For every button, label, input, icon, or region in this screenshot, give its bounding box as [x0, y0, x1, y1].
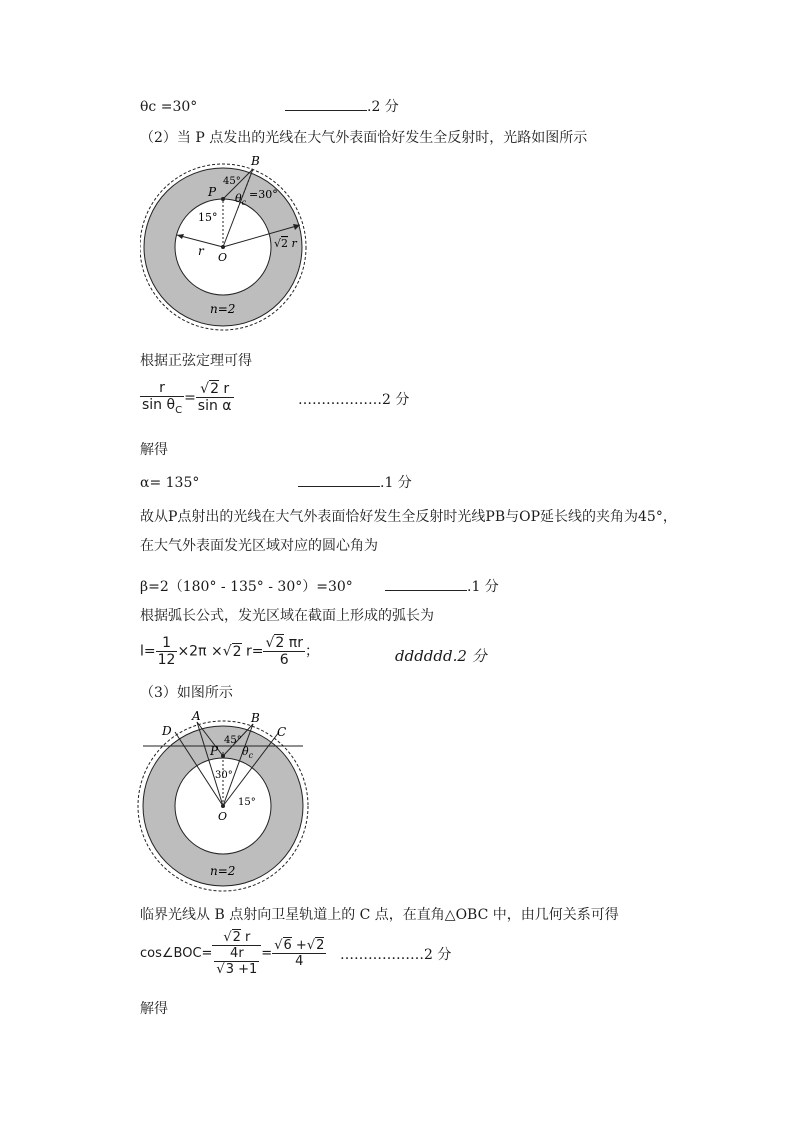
- lhs: cos∠BOC=: [140, 946, 213, 961]
- result-fraction: [272, 938, 326, 969]
- label-theta: $\theta_c$: [235, 192, 247, 207]
- blank-line: [298, 474, 380, 487]
- label-b: B: [251, 711, 260, 725]
- blank-line: [385, 578, 467, 591]
- label-o: O: [218, 810, 228, 823]
- tail-text: r=: [241, 643, 264, 660]
- point-o: [221, 245, 225, 249]
- theta-c-value: θc =30°: [140, 99, 198, 115]
- solve-text-1: 解得: [140, 442, 168, 458]
- numerator: √2 r: [223, 930, 251, 945]
- radicand: 2: [232, 643, 242, 660]
- label-c: C: [277, 725, 287, 739]
- score-5: dddddd.2 分: [395, 647, 487, 665]
- label-b: B: [251, 155, 260, 168]
- central-angle-text: 在大气外表面发光区域对应的圆心角为: [140, 538, 378, 554]
- blank-line: [285, 98, 367, 111]
- part3-heading: （3）如图所示: [140, 685, 233, 701]
- label-d: D: [162, 724, 172, 738]
- score-text: .1 分: [467, 579, 499, 595]
- label-o: O: [218, 251, 228, 264]
- score-text: .1 分: [380, 475, 412, 491]
- solve-text-2: 解得: [140, 1001, 168, 1017]
- cos-boc-formula: [140, 930, 326, 977]
- fraction-result: [263, 635, 304, 668]
- denominator: 12: [157, 652, 176, 668]
- part2-heading: （2）当 P 点发出的光线在大气外表面恰好发生全反射时，光路如图所示: [140, 130, 588, 146]
- score-2: ………………2 分: [298, 392, 410, 408]
- score-6: ………………2 分: [340, 947, 452, 963]
- theta-c-line: [140, 98, 197, 116]
- label-sqrt2r: √2 r: [274, 237, 297, 250]
- point-o: [221, 804, 225, 808]
- label-a: A: [192, 709, 201, 723]
- score-1: [285, 98, 399, 116]
- fraction-rhs: [196, 381, 234, 414]
- lhs: l=: [140, 643, 156, 660]
- point-p: [221, 197, 225, 201]
- label-45: 45°: [223, 176, 241, 187]
- numerator: √6 +√2: [274, 938, 325, 953]
- denominator: 4: [272, 953, 326, 969]
- multiply-text: ×2π ×: [177, 643, 223, 660]
- label-p: P: [208, 185, 217, 199]
- label-15: 15°: [238, 797, 256, 808]
- label-30: 30°: [215, 770, 233, 781]
- score-4: [385, 578, 499, 596]
- denominator: 6: [263, 651, 304, 668]
- label-n: n=2: [210, 864, 236, 878]
- numerator: r: [159, 380, 165, 396]
- fraction-lhs: [140, 380, 184, 416]
- beta-value: β=2（180° - 135° - 30°）=30°: [140, 579, 353, 595]
- sine-rule-text: 根据正弦定理可得: [140, 353, 252, 369]
- numerator: √2 πr: [265, 635, 303, 651]
- inner-fraction: [214, 946, 259, 977]
- denominator: $\sin \theta_C$: [142, 397, 183, 416]
- denominator: sin α: [197, 398, 232, 415]
- complex-fraction: [212, 930, 261, 977]
- denominator: √3 +1: [216, 962, 258, 977]
- arc-formula-text: 根据弧长公式，发光区域在截面上形成的弧长为: [140, 608, 434, 624]
- denominator: [212, 945, 261, 977]
- label-r: r: [198, 244, 204, 258]
- sine-rule-formula: [140, 380, 234, 416]
- label-p: P: [210, 744, 219, 758]
- fraction-1-12: [156, 635, 178, 668]
- beta-line: [140, 578, 353, 596]
- numerator: √2 r: [200, 381, 230, 398]
- figure-1: [140, 155, 310, 335]
- semicolon: ；: [304, 643, 319, 660]
- conclusion-text: 故从P点射出的光线在大气外表面恰好发生全反射时光线PB与OP延长线的夹角为45°，: [140, 509, 677, 525]
- arc-length-formula: l= $\frac{1}{12}$ ×2π ×√2 r= $\frac{√2 \pi r}{6}$ ；: [140, 635, 319, 668]
- numerator: 4r: [230, 946, 244, 961]
- label-n: n=2: [210, 302, 236, 316]
- label-theta: $\theta_c$: [242, 745, 254, 760]
- score-3: [298, 474, 412, 492]
- numerator: 1: [162, 635, 171, 651]
- label-45: 45°: [224, 735, 242, 746]
- label-30: =30°: [249, 188, 278, 201]
- alpha-value: α= 135°: [140, 475, 200, 491]
- critical-ray-text: 临界光线从 B 点射向卫星轨道上的 C 点，在直角△OBC 中，由几何关系可得: [140, 907, 619, 923]
- alpha-line: [140, 474, 199, 492]
- equals-sign: =: [184, 389, 196, 406]
- figure-2: [135, 708, 310, 893]
- label-15: 15°: [198, 211, 218, 224]
- equals-sign: =: [261, 946, 273, 961]
- score-text: .2 分: [367, 99, 399, 115]
- point-p: [221, 754, 225, 758]
